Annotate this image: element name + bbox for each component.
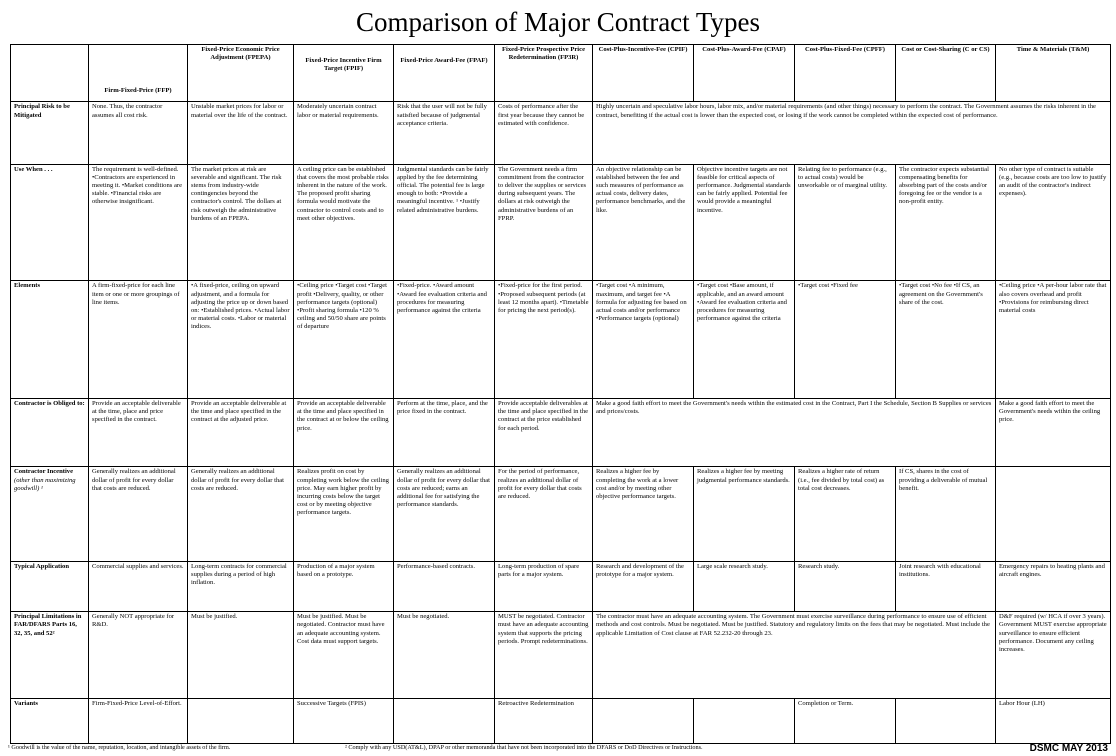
cell-incentive-fpepa: Generally realizes an additional dollar of profit for every dollar that costs are reduced.: [188, 467, 294, 562]
cell-variants-cpif: [593, 698, 694, 743]
column-header-cpff: Cost-Plus-Fixed-Fee (CPFF): [795, 45, 896, 102]
cell-variants-tm: Labor Hour (LH): [996, 698, 1111, 743]
cell-variants-fpif: Successive Targets (FPIS): [294, 698, 394, 743]
cell-variants-fpaf: [394, 698, 495, 743]
cell-elements-fpaf: •Fixed-price. •Award amount •Award fee evaluation criteria and procedures for measuring performance against the criteria: [394, 281, 495, 399]
cell-use-fp3r: The Government needs a firm commitment from the contractor to deliver the supplies or services during subsequent years. The dollars at risk outweigh the administrative burdens of an FPRP.: [495, 164, 593, 281]
cell-incentive-cpif: Realizes a higher fee by completing the work at a lower cost and/or by meeting other objective performance targets.: [593, 467, 694, 562]
cell-variants-fp3r: Retroactive Redetermination: [495, 698, 593, 743]
table-row: [11, 612, 1111, 698]
table-row: [11, 164, 1111, 281]
cell-elements-cpif: •Target cost •A minimum, maximum, and target fee •A formula for adjusting fee based on actual costs and/or performance •Performance targets (optional): [593, 281, 694, 399]
table-row: [11, 102, 1111, 164]
cell-risk-fp3r: Costs of performance after the first year because they cannot be estimated with confidence.: [495, 102, 593, 164]
cell-variants-ffp: Firm-Fixed-Price Level-of-Effort.: [89, 698, 188, 743]
row-label-obliged: Contractor is Obliged to:: [11, 398, 89, 466]
cell-application-cpif: Research and development of the prototype for a major system.: [593, 561, 694, 611]
row-label-incentive-note: (other than maximizing goodwill) ¹: [14, 476, 76, 492]
cell-obliged-fpif: Provide an acceptable deliverable at the time and place specified in the contract at or below the ceiling price.: [294, 398, 394, 466]
cell-elements-cpaf: •Target cost •Base amount, if applicable, and an award amount •Award fee evaluation criteria and procedures for measuring performance against the criteria: [694, 281, 795, 399]
column-header-fpaf: Fixed-Price Award-Fee (FPAF): [394, 45, 495, 102]
cell-use-cpff: Relating fee to performance (e.g., to actual costs) would be unworkable or of marginal utility.: [795, 164, 896, 281]
table-row: [11, 398, 1111, 466]
column-header-fpif: Fixed-Price Incentive Firm Target (FPIF): [294, 45, 394, 102]
cell-elements-ffp: A firm-fixed-price for each line item or one or more groupings of line items.: [89, 281, 188, 399]
footnote-goodwill: ¹ Goodwill is the value of the name, reputation, location, and intangible assets of the firm.: [8, 744, 231, 751]
cell-use-fpif: A ceiling price can be established that covers the most probable risks inherent in the nature of the work. The proposed profit sharing formula would motivate the contractor to control costs and to meet other objectives.: [294, 164, 394, 281]
cell-limitations-ffp: Generally NOT appropriate for R&D.: [89, 612, 188, 698]
row-label-limitations: Principal Limitations in FAR/DFARS Parts 16, 32, 35, and 52²: [11, 612, 89, 698]
cell-application-cpaf: Large scale research study.: [694, 561, 795, 611]
cell-risk-fpepa: Unstable market prices for labor or material over the life of the contract.: [188, 102, 294, 164]
row-label-incentive-text: Contractor Incentive: [14, 468, 74, 476]
cell-obliged-tm: Make a good faith effort to meet the Government's needs within the ceiling price.: [996, 398, 1111, 466]
column-header-cpaf: Cost-Plus-Award-Fee (CPAF): [694, 45, 795, 102]
cell-use-cpif: An objective relationship can be established between the fee and such measures of performance as actual costs, delivery dates, performance benchmarks, and the like.: [593, 164, 694, 281]
table-row: [11, 698, 1111, 743]
cell-risk-ffp: None. Thus, the contractor assumes all cost risk.: [89, 102, 188, 164]
cell-use-ffp: The requirement is well-defined. •Contractors are experienced in meeting it. •Market conditions are stable. •Financial risks are otherwise insignificant.: [89, 164, 188, 281]
cell-elements-fp3r: •Fixed-price for the first period. •Proposed subsequent periods (at least 12 months apart). •Timetable for pricing the next period(s).: [495, 281, 593, 399]
header-row: [11, 45, 1111, 102]
cell-incentive-fpaf: Generally realizes an additional dollar of profit for every dollar that costs are reduced; earns an additional fee for satisfying the performance standards.: [394, 467, 495, 562]
table-row: [11, 467, 1111, 562]
row-label-incentive: [11, 467, 89, 562]
cell-obliged-fp3r: Provide acceptable deliverables at the time and place specified in the contract at the price established for each period.: [495, 398, 593, 466]
row-label-application: Typical Application: [11, 561, 89, 611]
cell-incentive-cpff: Realizes a higher rate of return (i.e., fee divided by total cost) as total cost decreases.: [795, 467, 896, 562]
cell-elements-cs: •Target cost •No fee •If CS, an agreement on the Government's share of the cost.: [896, 281, 996, 399]
cell-obliged-fpepa: Provide an acceptable deliverable at the time and place specified in the contract at the adjusted price.: [188, 398, 294, 466]
cell-application-fpaf: Performance-based contracts.: [394, 561, 495, 611]
cell-limitations-tm: D&F required (w/ HCA if over 3 years). Government MUST exercise appropriate surveillance to ensure efficient performance. Document any ceiling increases.: [996, 612, 1111, 698]
column-header-tm: Time & Materials (T&M): [996, 45, 1111, 102]
cell-application-fpif: Production of a major system based on a prototype.: [294, 561, 394, 611]
row-label-elements: Elements: [11, 281, 89, 399]
cell-application-cs: Joint research with educational institutions.: [896, 561, 996, 611]
cell-use-tm: No other type of contract is suitable (e.g., because costs are too low to justify an audit of the contractor's indirect expenses).: [996, 164, 1111, 281]
cell-limitations-cost-types: The contractor must have an adequate accounting system. The Government must exercise surveillance during performance to ensure use of efficient methods and cost controls. Must be negotiated. Must be justified. Statutory and regulatory limits on the fees that may be negotiated. Must include the applicable Limitation of Cost clause at FAR 52.232-20 through 23.: [593, 612, 996, 698]
cell-risk-cost-types: Highly uncertain and speculative labor hours, labor mix, and/or material requirements (and other things) necessary to perform the contract. The Government assumes the risks inherent in the contract, benefiting if the actual cost is lower than the expected cost, or losing if the work cannot be completed within the expected cost of performance.: [593, 102, 1111, 164]
cell-use-fpepa: The market prices at risk are severable and significant. The risk stems from industry-wide contingencies beyond the contractor's control. The dollars at risk outweigh the administrative burdens of an FPEPA.: [188, 164, 294, 281]
footnote-memoranda: ² Comply with any USD(AT&L), DPAP or other memoranda that have not been incorporated into the DFARS or DoD Directives or Instructions.: [345, 744, 703, 751]
cell-incentive-cs: If CS, shares in the cost of providing a deliverable of mutual benefit.: [896, 467, 996, 562]
cell-elements-fpif: •Ceiling price •Target cost •Target profit •Delivery, quality, or other performance targets (optional) •Profit sharing formula •120 % ceiling and 50/50 share are points of departure: [294, 281, 394, 399]
cell-incentive-fpif: Realizes profit on cost by completing work below the ceiling price. May earn higher profit by incurring costs below the target cost or by meeting objective performance targets.: [294, 467, 394, 562]
contract-comparison-table: [10, 44, 1111, 744]
cell-incentive-fp3r: For the period of performance, realizes an additional dollar of profit for every dollar that costs are reduced.: [495, 467, 593, 562]
cell-obliged-fpaf: Perform at the time, place, and the price fixed in the contract.: [394, 398, 495, 466]
column-header-fpepa: Fixed-Price Economic Price Adjustment (FPEPA): [188, 45, 294, 102]
cell-variants-cpaf: [694, 698, 795, 743]
cell-limitations-fpepa: Must be justified.: [188, 612, 294, 698]
cell-limitations-fpif: Must be justified. Must be negotiated. Contractor must have an adequate accounting system. Cost data must support targets.: [294, 612, 394, 698]
column-header-cost-sharing: Cost or Cost-Sharing (C or CS): [896, 45, 996, 102]
cell-application-ffp: Commercial supplies and services.: [89, 561, 188, 611]
cell-application-tm: Emergency repairs to heating plants and aircraft engines.: [996, 561, 1111, 611]
column-header-cpif: Cost-Plus-Incentive-Fee (CPIF): [593, 45, 694, 102]
header-corner: [11, 45, 89, 102]
cell-variants-cpff: Completion or Term.: [795, 698, 896, 743]
cell-risk-fpif: Moderately uncertain contract labor or material requirements.: [294, 102, 394, 164]
cell-elements-fpepa: •A fixed-price, ceiling on upward adjustment, and a formula for adjusting the price up or down based on: •Established prices. •Actual labor or material costs. •Labor or material indices.: [188, 281, 294, 399]
table-row: [11, 561, 1111, 611]
cell-limitations-fp3r: MUST be negotiated. Contractor must have an adequate accounting system that supports the pricing periods. Prompt redeterminations.: [495, 612, 593, 698]
column-header-fp3r: Fixed-Price Prospective Price Redetermination (FP3R): [495, 45, 593, 102]
table-row: [11, 281, 1111, 399]
row-label-risk: Principal Risk to be Mitigated: [11, 102, 89, 164]
cell-variants-cs: [896, 698, 996, 743]
row-label-variants: Variants: [11, 698, 89, 743]
cell-incentive-ffp: Generally realizes an additional dollar of profit for every dollar that costs are reduced.: [89, 467, 188, 562]
footer-date-code: DSMC MAY 2013: [1029, 743, 1108, 754]
cell-incentive-tm: [996, 467, 1111, 562]
cell-risk-fpaf: Risk that the user will not be fully satisfied because of judgmental acceptance criteria.: [394, 102, 495, 164]
cell-use-cpaf: Objective incentive targets are not feasible for critical aspects of performance. Judgmental standards can be fairly applied. Potential fee would provide a meaningful incentive.: [694, 164, 795, 281]
cell-application-fp3r: Long-term production of spare parts for a major system.: [495, 561, 593, 611]
cell-use-cs: The contractor expects substantial compensating benefits for absorbing part of the costs and/or foregoing fee or the vendor is a non-profit entity.: [896, 164, 996, 281]
page-title: Comparison of Major Contract Types: [355, 7, 761, 37]
cell-incentive-cpaf: Realizes a higher fee by meeting judgmental performance standards.: [694, 467, 795, 562]
column-header-ffp: Firm-Fixed-Price (FFP): [89, 45, 188, 102]
cell-elements-cpff: •Target cost •Fixed fee: [795, 281, 896, 399]
cell-obliged-cost-types: Make a good faith effort to meet the Government's needs within the estimated cost in the Contract, Part I the Schedule, Section B Supplies or services and prices/costs.: [593, 398, 996, 466]
cell-limitations-fpaf: Must be negotiated.: [394, 612, 495, 698]
cell-obliged-ffp: Provide an acceptable deliverable at the time, place and price specified in the contract.: [89, 398, 188, 466]
cell-application-fpepa: Long-term contracts for commercial supplies during a period of high inflation.: [188, 561, 294, 611]
cell-elements-tm: •Ceiling price •A per-hour labor rate that also covers overhead and profit •Provisions for reimbursing direct material costs: [996, 281, 1111, 399]
row-label-use: Use When . . .: [11, 164, 89, 281]
cell-variants-fpepa: [188, 698, 294, 743]
cell-application-cpff: Research study.: [795, 561, 896, 611]
cell-use-fpaf: Judgmental standards can be fairly applied by the fee determining official. The potential fee is large enough to both: •Provide a meaningful incentive. ¹ •Justify related administrative burdens.: [394, 164, 495, 281]
